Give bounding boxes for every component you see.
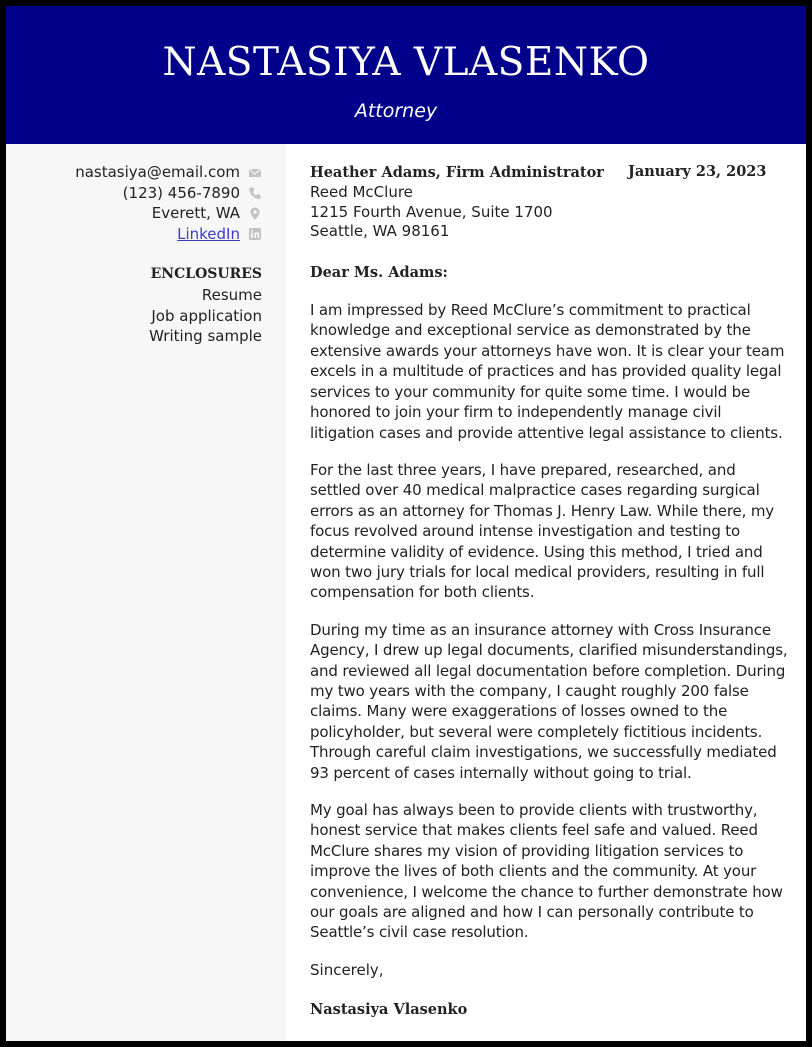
recipient-name: Heather Adams, Firm Administrator [310,164,604,181]
linkedin-icon [248,227,262,241]
contact-info [75,162,262,244]
resume-page [6,6,806,1041]
sidebar [6,144,286,1041]
linkedin-link[interactable]: LinkedIn [177,224,240,243]
letter-paragraph: During my time as an insurance attorney with Cross Insurance Agency, I drew up legal documents, clarified misunderstandings, and reviewed all legal documentation before completion. During my two years with the company, I caught roughly 200 false claims. Many were exaggerations of losses owned to the policyholder, but several were completely fictitious incidents. Through careful claim investigations, we successfully mediated 93 percent of cases internally without going to trial. [310,620,788,782]
closing: Sincerely, [310,960,384,979]
header-banner [6,6,806,144]
enclosures-section [149,264,262,347]
salutation: Dear Ms. Adams: [310,264,448,282]
phone-icon [248,186,262,200]
recipient-street: 1215 Fourth Avenue, Suite 1700 [310,202,553,221]
letter-body [310,162,788,1020]
contact-linkedin [75,224,262,245]
job-title: Attorney [354,100,438,122]
email-text: nastasiya@email.com [75,163,240,182]
enclosures-heading: ENCLOSURES [150,266,262,282]
location-text: Everett, WA [151,204,240,223]
letter-paragraph: For the last three years, I have prepared, researched, and settled over 40 medical malpractice cases regarding surgical errors as an attorney for Thomas J. Henry Law. While there, my focus revolved around intense investigation and testing to determine validity of evidence. Using this method, I tried and won two jury trials for local medical providers, resulting in full compensation for both clients. [310,460,775,602]
phone-text: (123) 456-7890 [122,183,240,202]
letter-paragraph: My goal has always been to provide clients with trustworthy, honest service that makes clients feel safe and valued. Reed McClure shares my vision of providing litigation services to improve the lives of both clients and the community. At your convenience, I welcome the chance to further demonstrate how our goals are aligned and how I can personally contribute to Seattle’s civil case resolution. [310,801,783,942]
enclosure-item: Writing sample [149,327,262,345]
enclosure-item: Job application [151,306,262,325]
candidate-name: NASTASIYA VLASENKO [162,40,650,85]
contact-location [75,203,262,224]
letter-date: January 23, 2023 [628,163,767,180]
enclosure-item: Resume [201,286,262,304]
recipient-city: Seattle, WA 98161 [310,222,450,241]
letter-paragraph: I am impressed by Reed McClure’s commitment to practical knowledge and exceptional service as demonstrated by the extensive awards your attorneys have won. It is clear your team excels in a multitude of practices and has provided quality legal services to your community for quite some time. I would be honored to join your firm to independently manage civil litigation cases and provide attentive legal assistance to clients. [310,301,785,442]
contact-phone [75,183,262,204]
signature: Nastasiya Vlasenko [310,1001,468,1019]
map-pin-icon [248,207,262,221]
envelope-icon [248,166,262,180]
contact-email [75,162,262,183]
recipient-company: Reed McClure [310,183,413,201]
